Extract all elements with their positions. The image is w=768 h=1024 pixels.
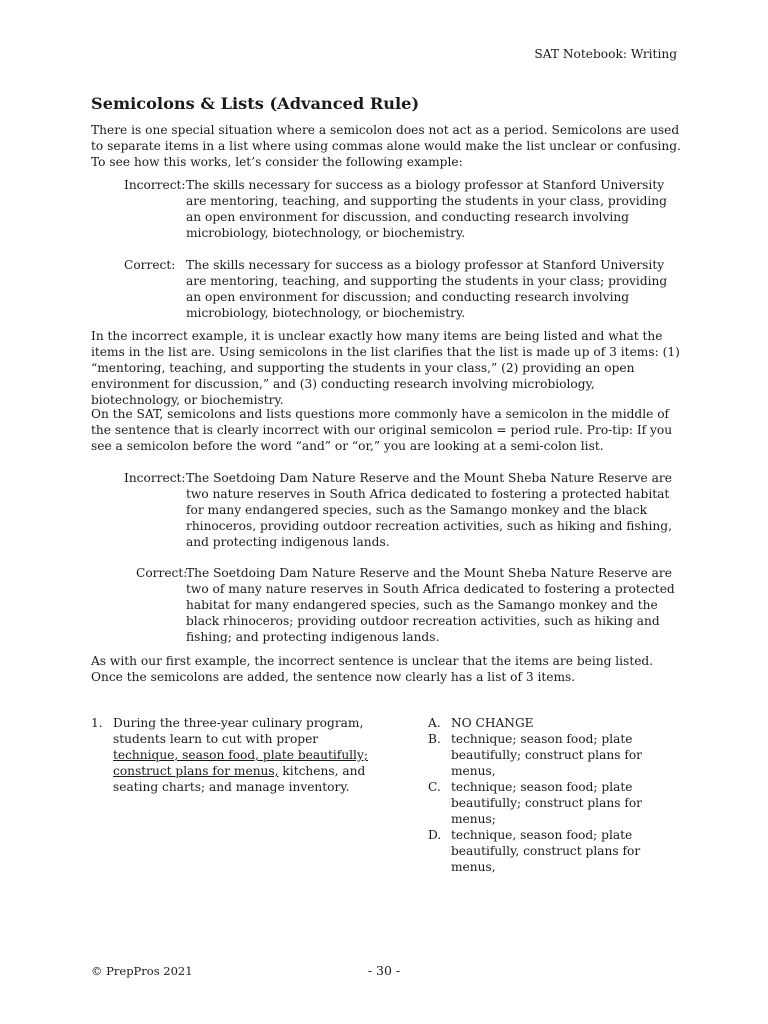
choice-letter: D. [428,828,442,842]
choice-text: technique; season food; plate beautifully; construct plans for menus, [451,732,643,778]
incorrect-label: Incorrect: [124,471,186,485]
choice-text: technique, season food; plate beautifully, construct plans for menus, [451,828,641,874]
section-title: Semicolons & Lists (Advanced Rule) [91,94,420,113]
choice-d[interactable] [428,827,678,875]
correct-label: Correct: [124,258,176,272]
choice-letter: C. [428,780,441,794]
conclusion-paragraph: As with our first example, the incorrect sentence is unclear that the items are being listed. Once the semicolons are added, the sentence now clearly has a list of 3 items. [91,654,654,684]
choice-a[interactable] [428,715,678,731]
question-1 [91,715,381,795]
correct-label: Correct: [136,566,188,580]
example1-correct-text: The skills necessary for success as a biology professor at Stanford University are mentoring, teaching, and supporting the students in your class; providing an open environment for discussion; and conducting research involving microbiology, biotechnology, or biochemistry. [186,258,668,320]
example2-correct [136,565,684,645]
running-header: SAT Notebook: Writing [534,47,677,61]
incorrect-label: Incorrect: [124,178,186,192]
choice-text: NO CHANGE [451,716,534,730]
example1-incorrect-text: The skills necessary for success as a biology professor at Stanford University are mentoring, teaching, and supporting the students in your class, providing an open environment for discussion, and conducting research involving microbiology, biotechnology, or biochemistry. [186,178,667,240]
question-text-after: kitchens, and seating charts; and manage inventory. [113,764,366,794]
example2-incorrect [124,470,684,550]
underlined-portion[interactable]: technique, season food, plate beautifully; construct plans for menus, [113,748,368,778]
choice-text: technique; season food; plate beautifully; construct plans for menus; [451,780,643,826]
intro-paragraph: There is one special situation where a semicolon does not act as a period. Semicolons are used to separate items in a list where using commas alone would make the list unclear or confusing. To see how this works, let’s consider the following example: [91,123,681,169]
page-number: - 30 - [367,963,401,978]
example1-incorrect [124,177,684,241]
answer-choices [428,715,678,875]
sat-note-paragraph: On the SAT, semicolons and lists questions more commonly have a semicolon in the middle of the sentence that is clearly incorrect with our original semicolon = period rule. Pro-tip: If you see a semicolon before the word “and” or “or,” you are looking at a semi-colon list. [91,407,673,453]
choice-letter: B. [428,732,441,746]
copyright-footer: © PrepPros 2021 [91,964,193,978]
question-text-before: During the three-year culinary program, students learn to cut with proper [113,716,364,746]
example2-incorrect-text: The Soetdoing Dam Nature Reserve and the Mount Sheba Nature Reserve are two nature reserves in South Africa dedicated to fostering a protected habitat for many endangered species, such as the Samango monkey and the black rhinoceros, providing outdoor recreation activities, such as hiking and fishing, and protecting indigenous lands. [186,471,672,549]
example1-correct [124,257,684,321]
choice-b[interactable] [428,731,678,779]
question-text [113,715,381,795]
choice-letter: A. [428,716,441,730]
choice-c[interactable] [428,779,678,827]
question-number: 1. [91,716,103,730]
explanation-paragraph: In the incorrect example, it is unclear exactly how many items are being listed and what the items in the list are. Using semicolons in the list clarifies that the list is made up of 3 items: (1) “mentoring, teaching, and supporting the students in your class,” (2) providing an open environment for discussion,” and (3) conducting research involving microbiology, biotechnology, or biochemistry. [91,329,680,407]
example2-correct-text: The Soetdoing Dam Nature Reserve and the Mount Sheba Nature Reserve are two of many nature reserves in South Africa dedicated to fostering a protected habitat for many endangered species, such as the Samango monkey and the black rhinoceros; providing outdoor recreation activities, such as hiking and fishing; and protecting indigenous lands. [186,566,675,644]
